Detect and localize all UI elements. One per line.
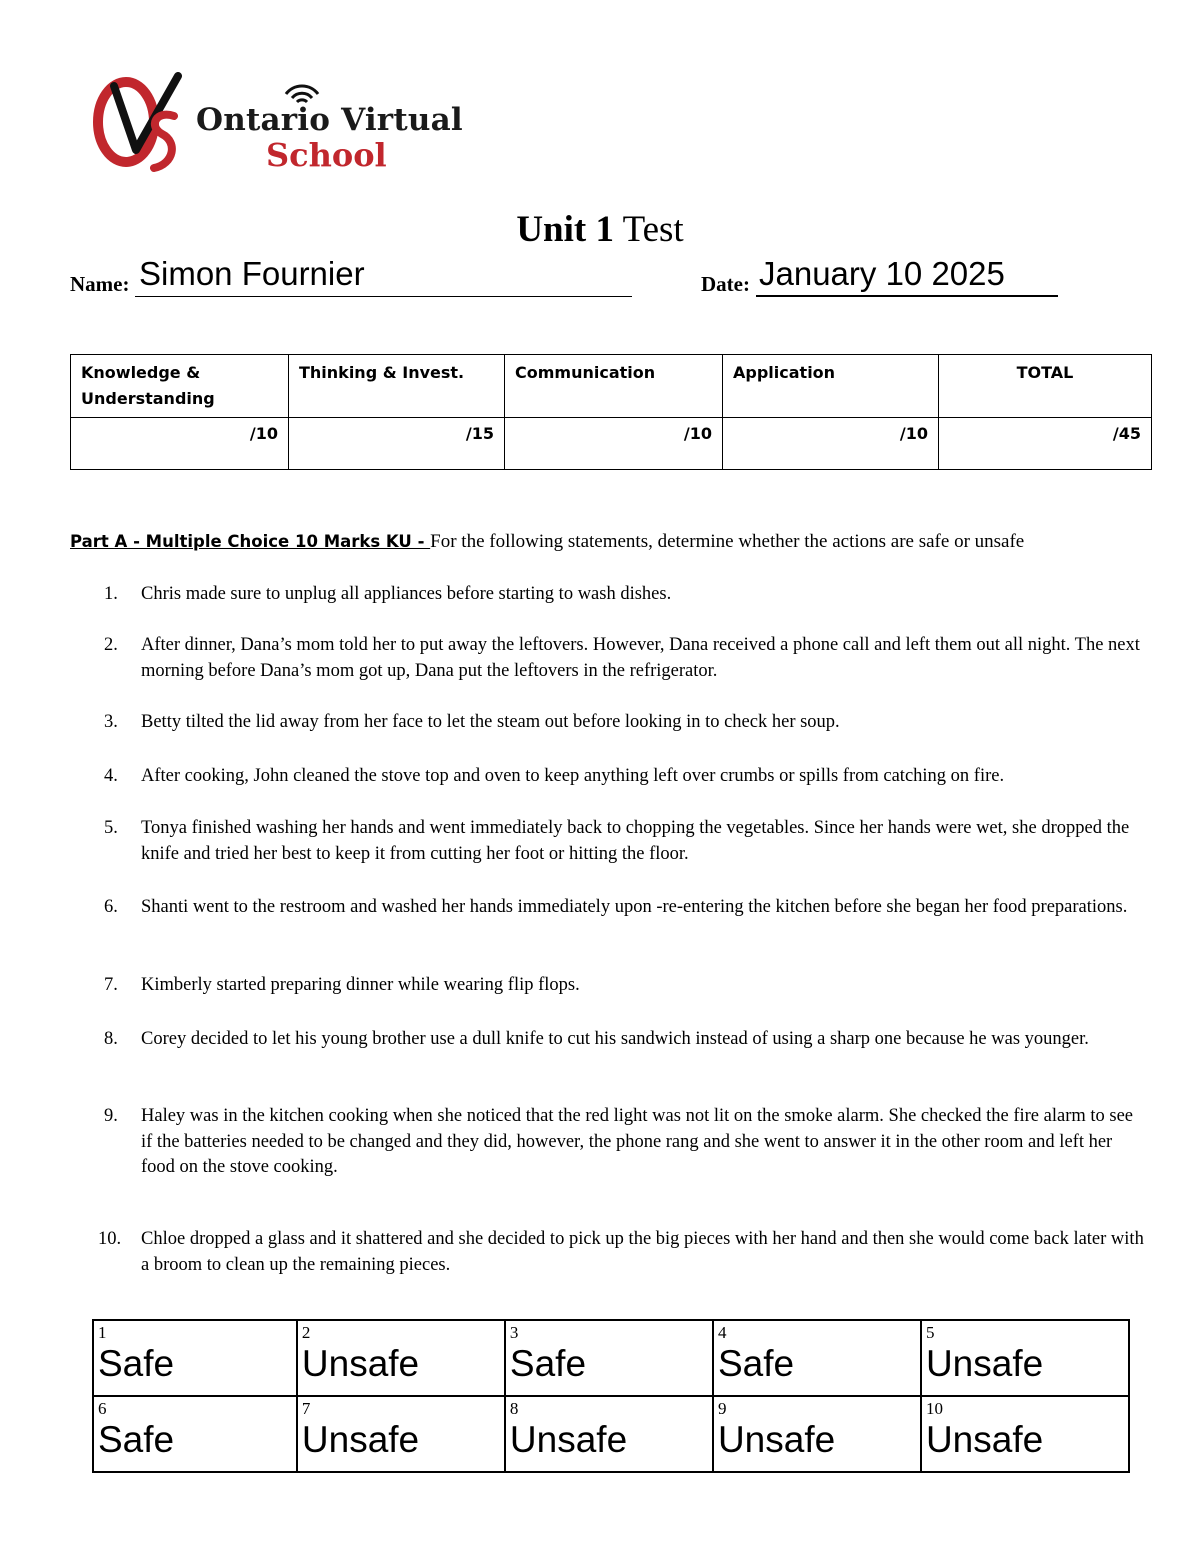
name-label: Name:	[70, 272, 130, 296]
marks-score-row	[71, 418, 1152, 470]
answer-number: 2	[301, 1323, 311, 1342]
school-logo	[92, 72, 472, 182]
question-item	[104, 1027, 1144, 1053]
answer-cell[interactable]	[505, 1320, 713, 1396]
page-title	[0, 208, 1200, 251]
question-text: Haley was in the kitchen cooking when she noticed that the red light was not lit on the smoke alarm. She checked the fire alarm to see if the batteries needed to be changed and they did, however, the phone rang and she went to answer it in the other room and left her food on the stove cooking.	[141, 1106, 1134, 1177]
answer-number: 7	[301, 1399, 311, 1418]
question-item	[104, 710, 1144, 736]
answer-table	[92, 1319, 1130, 1473]
answer-row	[93, 1320, 1129, 1396]
question-text: Shanti went to the restroom and washed her hands immediately upon -re-entering the kitchen before she began her food preparations.	[141, 897, 1128, 917]
question-text: Kimberly started preparing dinner while wearing flip flops.	[141, 975, 580, 995]
title-unit: Unit 1	[516, 209, 614, 250]
question-item	[104, 764, 1144, 790]
answer-number: 10	[925, 1399, 943, 1418]
question-item	[104, 582, 1144, 608]
answer-cell[interactable]	[93, 1396, 297, 1472]
score-total[interactable]: /45	[939, 418, 1152, 470]
answer-number: 8	[509, 1399, 519, 1418]
question-item	[104, 1104, 1144, 1181]
answer-value[interactable]: Safe	[98, 1419, 175, 1460]
date-field[interactable]: January 10 2025	[759, 255, 1005, 292]
part-a-heading	[70, 531, 1024, 553]
question-number: 7.	[104, 975, 118, 995]
answer-number: 3	[509, 1323, 519, 1342]
name-field[interactable]: Simon Fournier	[139, 255, 365, 292]
question-number: 10.	[98, 1229, 122, 1249]
answer-cell[interactable]	[713, 1320, 921, 1396]
answer-value[interactable]: Safe	[98, 1343, 175, 1384]
header-total: TOTAL	[939, 355, 1152, 418]
answer-cell[interactable]	[505, 1396, 713, 1472]
question-item	[104, 816, 1144, 867]
answer-number: 1	[98, 1323, 107, 1342]
date-underline	[756, 295, 1058, 297]
question-item	[104, 633, 1144, 684]
question-number: 2.	[104, 635, 118, 655]
answer-value[interactable]: Safe	[717, 1343, 795, 1384]
question-number: 3.	[104, 712, 118, 732]
question-item	[104, 895, 1144, 921]
answer-value[interactable]: Unsafe	[301, 1343, 420, 1384]
question-text: Betty tilted the lid away from her face to let the steam out before looking in to check her soup.	[141, 712, 840, 732]
score-knowledge[interactable]: /10	[71, 418, 289, 470]
part-a-title: Part A - Multiple Choice 10 Marks KU -	[70, 532, 431, 551]
question-text: Tonya finished washing her hands and went immediately back to chopping the vegetables. Since her hands were wet, she dropped the knife and tried her best to keep it from cutting her foot or hitting the floor.	[141, 818, 1130, 864]
part-a-instruction: For the following statements, determine whether the actions are safe or unsafe	[430, 531, 1025, 552]
question-text: After cooking, John cleaned the stove top and oven to keep anything left over crumbs or spills from catching on fire.	[141, 766, 1005, 786]
answer-value[interactable]: Unsafe	[925, 1419, 1044, 1460]
question-number: 9.	[104, 1106, 118, 1126]
header-knowledge	[71, 355, 289, 418]
answer-number: 4	[717, 1323, 727, 1342]
answer-cell[interactable]	[297, 1396, 505, 1472]
question-text: Corey decided to let his young brother use a dull knife to cut his sandwich instead of using a sharp one because he was younger.	[141, 1029, 1089, 1049]
name-underline	[135, 296, 632, 297]
answer-row	[93, 1396, 1129, 1472]
header-application: Application	[723, 355, 939, 418]
answer-cell[interactable]	[713, 1396, 921, 1472]
header-thinking: Thinking & Invest.	[289, 355, 505, 418]
question-number: 4.	[104, 766, 118, 786]
header-communication: Communication	[505, 355, 723, 418]
answer-value[interactable]: Safe	[509, 1343, 587, 1384]
logo-text-school: School	[266, 136, 387, 174]
answer-number: 6	[98, 1399, 107, 1418]
question-number: 8.	[104, 1029, 118, 1049]
score-thinking[interactable]: /15	[289, 418, 505, 470]
date-label: Date:	[701, 272, 750, 296]
answer-cell[interactable]	[93, 1320, 297, 1396]
score-communication[interactable]: /10	[505, 418, 723, 470]
answer-cell[interactable]	[297, 1320, 505, 1396]
answer-value[interactable]: Unsafe	[509, 1419, 628, 1460]
title-test: Test	[622, 209, 684, 250]
answer-value[interactable]: Unsafe	[717, 1419, 836, 1460]
question-text: Chloe dropped a glass and it shattered and she decided to pick up the big pieces with her hand and then she would come back later with a broom to clean up the remaining pieces.	[141, 1229, 1144, 1275]
question-text: After dinner, Dana’s mom told her to put away the leftovers. However, Dana received a phone call and left them out all night. The next morning before Dana’s mom got up, Dana put the leftovers in the refrigerator.	[141, 635, 1140, 681]
question-text: Chris made sure to unplug all appliances before starting to wash dishes.	[141, 584, 672, 604]
answer-value[interactable]: Unsafe	[925, 1343, 1044, 1384]
marks-table	[70, 354, 1152, 470]
question-item	[98, 1227, 1144, 1278]
logo-text-ontario-virtual: Ontario Virtual	[196, 102, 463, 138]
header-knowledge-line1: Knowledge &	[81, 363, 201, 382]
marks-header-row	[71, 355, 1152, 418]
answer-cell[interactable]	[921, 1320, 1129, 1396]
question-number: 1.	[104, 584, 118, 604]
header-knowledge-line2: Understanding	[81, 389, 215, 408]
score-application[interactable]: /10	[723, 418, 939, 470]
question-item	[104, 973, 1144, 999]
answer-number: 5	[925, 1323, 935, 1342]
question-number: 6.	[104, 897, 118, 917]
question-number: 5.	[104, 818, 118, 838]
ovs-monogram-icon	[92, 72, 192, 176]
answer-value[interactable]: Unsafe	[301, 1419, 420, 1460]
answer-cell[interactable]	[921, 1396, 1129, 1472]
answer-number: 9	[717, 1399, 727, 1418]
